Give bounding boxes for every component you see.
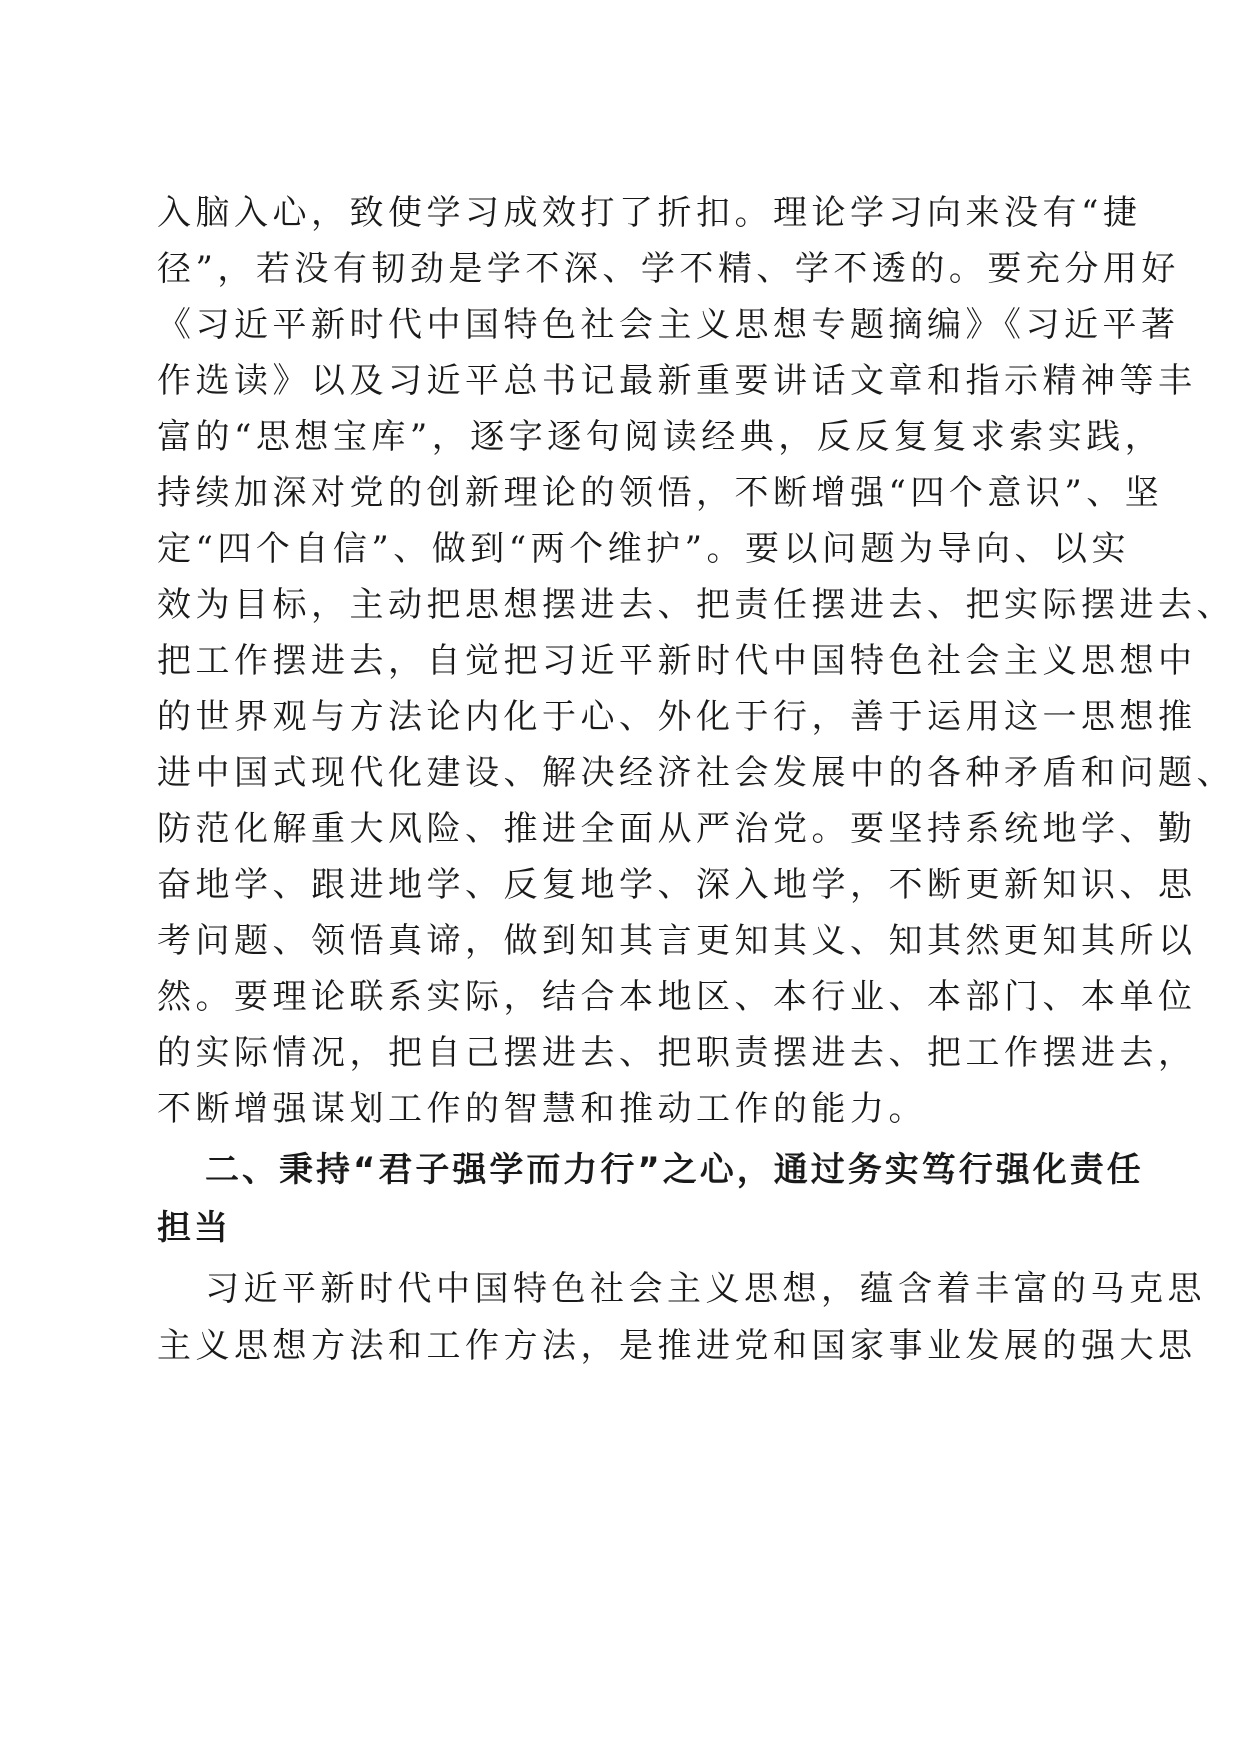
section-heading: 担当	[157, 1208, 231, 1248]
paragraph-line: 作选读》以及习近平总书记最新重要讲话文章和指示精神等丰	[157, 361, 1197, 401]
paragraph-line: 入脑入心，致使学习成效打了折扣。理论学习向来没有“捷	[157, 193, 1142, 233]
paragraph-line: 径”，若没有韧劲是学不深、学不精、学不透的。要充分用好	[157, 249, 1180, 289]
section-heading: 二、秉持“君子强学而力行”之心，通过务实笃行强化责任	[205, 1150, 1144, 1190]
paragraph-line: 持续加深对党的创新理论的领悟，不断增强“四个意识”、坚	[157, 473, 1164, 513]
paragraph-line: 效为目标，主动把思想摆进去、把责任摆进去、把实际摆进去、	[157, 585, 1235, 625]
paragraph-line: 的实际情况，把自己摆进去、把职责摆进去、把工作摆进去，	[157, 1033, 1197, 1073]
paragraph-line: 富的“思想宝库”，逐字逐句阅读经典，反反复复求索实践，	[157, 417, 1164, 457]
paragraph-line: 奋地学、跟进地学、反复地学、深入地学，不断更新知识、思	[157, 865, 1197, 905]
paragraph-line: 考问题、领悟真谛，做到知其言更知其义、知其然更知其所以	[157, 921, 1197, 961]
paragraph-line: 把工作摆进去，自觉把习近平新时代中国特色社会主义思想中	[157, 641, 1197, 681]
paragraph-line: 不断增强谋划工作的智慧和推动工作的能力。	[157, 1089, 927, 1129]
paragraph-line: 然。要理论联系实际，结合本地区、本行业、本部门、本单位	[157, 977, 1197, 1017]
paragraph-line: 习近平新时代中国特色社会主义思想，蕴含着丰富的马克思	[205, 1269, 1206, 1309]
paragraph-line: 《习近平新时代中国特色社会主义思想专题摘编》《习近平著	[157, 305, 1180, 345]
paragraph-line: 主义思想方法和工作方法，是推进党和国家事业发展的强大思	[157, 1326, 1197, 1366]
paragraph-line: 进中国式现代化建设、解决经济社会发展中的各种矛盾和问题、	[157, 753, 1235, 793]
paragraph-line: 的世界观与方法论内化于心、外化于行，善于运用这一思想推	[157, 697, 1197, 737]
paragraph-line: 防范化解重大风险、推进全面从严治党。要坚持系统地学、勤	[157, 809, 1197, 849]
paragraph-line: 定“四个自信”、做到“两个维护”。要以问题为导向、以实	[157, 529, 1131, 569]
